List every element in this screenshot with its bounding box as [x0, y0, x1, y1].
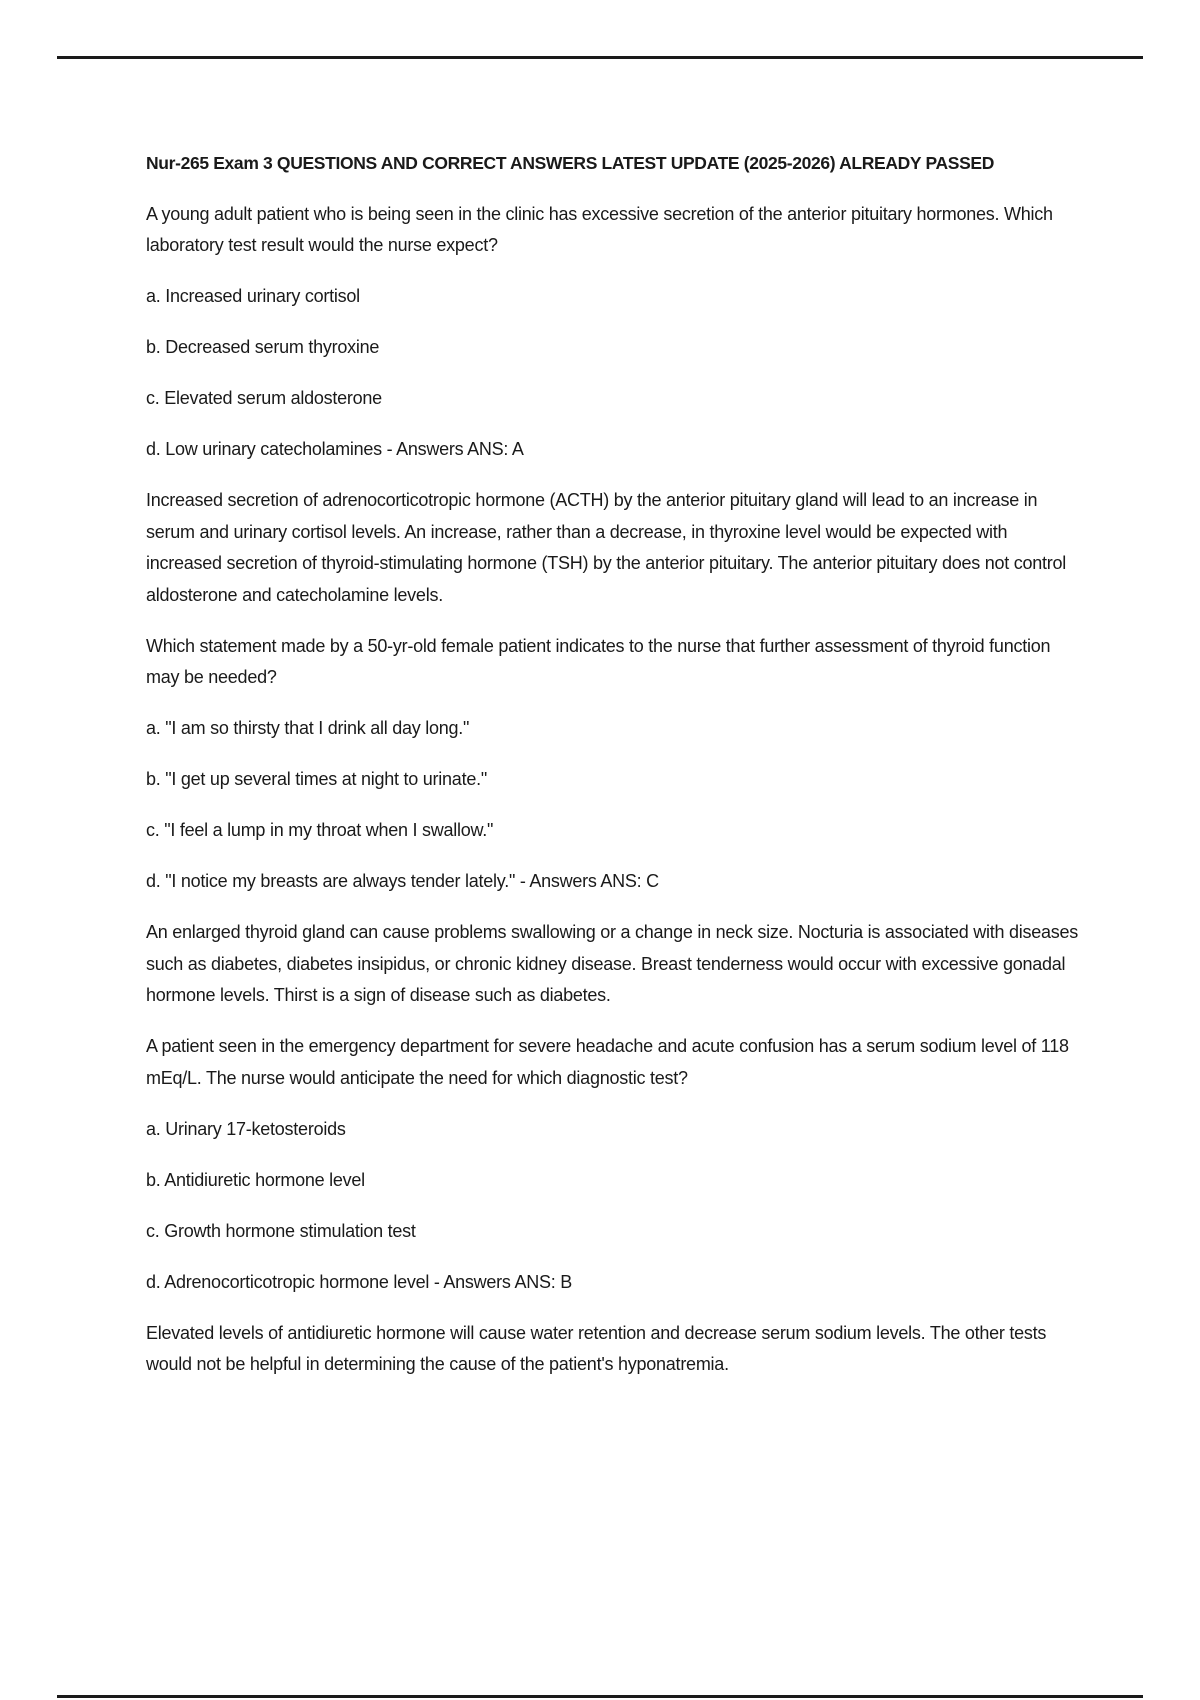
question-1: [146, 199, 1086, 612]
question-stem: Which statement made by a 50-yr-old female patient indicates to the nurse that further assessment of thyroid function may be needed?: [146, 635, 1051, 687]
rationale: Increased secretion of adrenocorticotropic hormone (ACTH) by the anterior pituitary gland will lead to an increase in serum and urinary cortisol levels. An increase, rather than a decrease, in thyroxine level would be expected with increased secretion of thyroid-stimulating hormone (TSH) by the anterior pituitary. The anterior pituitary does not control aldosterone and catecholamine levels.: [146, 490, 1067, 605]
header-rule: [57, 56, 1143, 59]
rationale: An enlarged thyroid gland can cause problems swallowing or a change in neck size. Nocturia is associated with diseases such as diabetes, diabetes insipidus, or chronic kidney disease. Breast tenderness would occur with excessive gonadal hormone levels. Thirst is a sign of disease such as diabetes.: [146, 922, 1079, 1005]
option-d-answer: d. Low urinary catecholamines - Answers ANS: A: [146, 439, 524, 459]
question-2: [146, 631, 1086, 1012]
document-title: Nur-265 Exam 3 QUESTIONS AND CORRECT ANSWERS LATEST UPDATE (2025-2026) ALREADY PASSED: [146, 153, 995, 173]
question-stem: A patient seen in the emergency department for severe headache and acute confusion has a serum sodium level of 118 mEq/L. The nurse would anticipate the need for which diagnostic test?: [146, 1036, 1069, 1088]
option-c: c. "I feel a lump in my throat when I swallow.": [146, 820, 494, 840]
option-a: a. Increased urinary cortisol: [146, 286, 360, 306]
rationale: Elevated levels of antidiuretic hormone will cause water retention and decrease serum sodium levels. The other tests would not be helpful in determining the cause of the patient's hyponatremia.: [146, 1322, 1047, 1374]
question-stem: A young adult patient who is being seen in the clinic has excessive secretion of the anterior pituitary hormones. Which laboratory test result would the nurse expect?: [146, 203, 1053, 255]
option-a: a. "I am so thirsty that I drink all day long.": [146, 718, 470, 738]
option-b: b. Antidiuretic hormone level: [146, 1169, 365, 1190]
option-b: b. Decreased serum thyroxine: [146, 337, 380, 357]
document-body: [146, 148, 1086, 1400]
option-d-answer: d. Adrenocorticotropic hormone level - Answers ANS: B: [146, 1271, 572, 1292]
option-c: c. Elevated serum aldosterone: [146, 388, 382, 408]
footer-rule: [57, 1695, 1143, 1698]
question-3: [146, 1031, 1086, 1381]
option-a: a. Urinary 17-ketosteroids: [146, 1118, 346, 1139]
option-b: b. "I get up several times at night to urinate.": [146, 769, 487, 789]
option-d-answer: d. "I notice my breasts are always tender lately." - Answers ANS: C: [146, 871, 659, 891]
option-c: c. Growth hormone stimulation test: [146, 1220, 416, 1241]
